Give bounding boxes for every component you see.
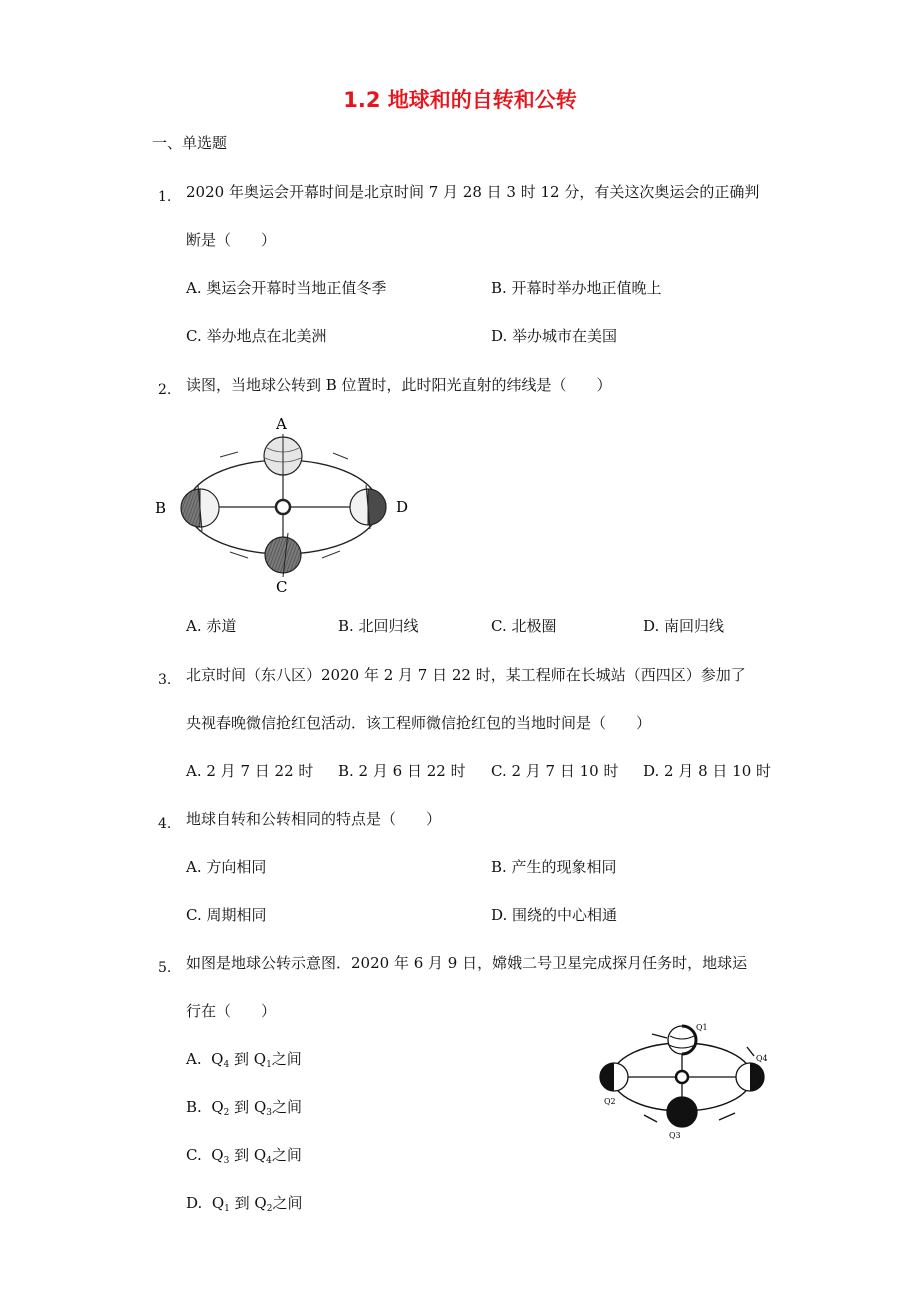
diagram-label-b: B (155, 499, 167, 517)
orbit-arrow-icon (644, 1115, 657, 1122)
earth-icon-d (350, 485, 386, 529)
option-suffix: 之间 (271, 1050, 302, 1068)
earth-icon-q3 (667, 1097, 697, 1127)
diagram-label-q1: Q1 (696, 1023, 708, 1032)
question-3-stem-cont: 央视春晚微信抢红包活动．该工程师微信抢红包的当地时间是（ ） (186, 714, 652, 732)
question-5-stem-cont: 行在（ ） (186, 1002, 277, 1020)
earth-icon-q2 (600, 1063, 628, 1091)
option-suffix: 之间 (271, 1146, 302, 1164)
question-3-option-a[interactable]: A. 2 月 7 日 22 时 (186, 762, 314, 780)
option-q: Q (253, 1050, 267, 1068)
option-connector: 到 (229, 1194, 255, 1212)
option-subscript: 4 (266, 1156, 272, 1166)
option-q: Q (211, 1194, 225, 1212)
page-title: 1.2 地球和的自转和公转 (343, 88, 577, 112)
question-2-stem: 读图，当地球公转到 B 位置时，此时阳光直射的纬线是（ ） (186, 376, 612, 394)
option-connector: 到 (229, 1146, 254, 1164)
earth-icon-q1 (668, 1026, 696, 1054)
orbit-arrow-icon (333, 453, 348, 459)
orbit-arrow-icon (220, 452, 238, 457)
earth-icon-b (181, 485, 219, 531)
question-3-option-c[interactable]: C. 2 月 7 日 10 时 (491, 762, 619, 780)
option-q: Q (253, 1098, 267, 1116)
option-letter: A. (186, 1050, 202, 1068)
section-heading: 一、单选题 (152, 134, 228, 152)
option-subscript: 2 (266, 1204, 273, 1214)
diagram-label-c: C (276, 578, 288, 596)
option-suffix: 之间 (271, 1098, 302, 1116)
option-letter: C. (186, 1146, 202, 1164)
option-subscript: 4 (223, 1060, 230, 1070)
orbit-arrow-icon (322, 551, 340, 558)
question-5-stem: 如图是地球公转示意图．2020 年 6 月 9 日，嫦娥二号卫星完成探月任务时，地球运 (186, 954, 748, 972)
option-subscript: 3 (223, 1156, 230, 1166)
sun-icon (276, 500, 290, 514)
earth-icon-c (265, 533, 301, 577)
question-5-option-d[interactable] (186, 1193, 302, 1219)
question-1-number: 1. (158, 189, 172, 205)
question-4-stem: 地球自转和公转相同的特点是（ ） (186, 810, 442, 828)
option-letter: B. (186, 1098, 202, 1116)
orbit-arrow-icon (230, 552, 248, 558)
option-connector: 到 (229, 1050, 254, 1068)
earth-icon-q4 (736, 1063, 764, 1091)
earth-orbit-diagram (150, 412, 420, 598)
question-5-option-b[interactable] (186, 1097, 302, 1123)
option-subscript: 3 (266, 1108, 272, 1118)
diagram-label-q3: Q3 (669, 1131, 681, 1140)
question-2-option-a[interactable]: A. 赤道 (186, 617, 237, 635)
question-1-option-d[interactable]: D. 举办城市在美国 (491, 327, 618, 345)
diagram-label-q2: Q2 (604, 1097, 616, 1106)
option-q: Q (253, 1146, 267, 1164)
question-1-stem-cont: 断是（ ） (186, 231, 277, 249)
question-5-option-a[interactable] (186, 1049, 302, 1075)
orbit-arrow-icon (747, 1047, 754, 1056)
option-suffix: 之间 (272, 1194, 303, 1212)
question-4-option-c[interactable]: C. 周期相同 (186, 906, 267, 924)
orbit-arrow-icon (719, 1113, 735, 1120)
orbit-arrow-icon (652, 1034, 667, 1038)
question-3-option-d[interactable]: D. 2 月 8 日 10 时 (643, 762, 772, 780)
question-3-option-b[interactable]: B. 2 月 6 日 22 时 (338, 762, 466, 780)
question-4-number: 4. (158, 816, 172, 832)
option-connector: 到 (229, 1098, 254, 1116)
diagram-label-d: D (396, 498, 409, 516)
diagram-label-q4: Q4 (756, 1054, 768, 1063)
question-1-option-b[interactable]: B. 开幕时举办地正值晚上 (491, 279, 662, 297)
option-q: Q (254, 1194, 267, 1212)
option-subscript: 1 (224, 1204, 230, 1214)
question-3-number: 3. (158, 672, 172, 688)
option-subscript: 1 (266, 1060, 272, 1070)
question-4-option-b[interactable]: B. 产生的现象相同 (491, 858, 617, 876)
question-2-option-c[interactable]: C. 北极圈 (491, 617, 557, 635)
question-4-option-d[interactable]: D. 围绕的中心相通 (491, 906, 618, 924)
question-5-number: 5. (158, 960, 172, 976)
option-q: Q (211, 1146, 224, 1164)
diagram-label-a: A (276, 415, 287, 433)
earth-icon-a (264, 434, 302, 478)
option-q: Q (211, 1050, 224, 1068)
option-letter: D. (186, 1194, 203, 1212)
option-q: Q (211, 1098, 224, 1116)
question-2-number: 2. (158, 382, 172, 398)
earth-revolution-diagram (592, 1014, 778, 1144)
question-1-stem: 2020 年奥运会开幕时间是北京时间 7 月 28 日 3 时 12 分，有关这次奥运会的正确判 (186, 183, 760, 201)
option-subscript: 2 (223, 1108, 230, 1118)
question-1-option-a[interactable]: A. 奥运会开幕时当地正值冬季 (186, 279, 387, 297)
sun-icon (676, 1071, 688, 1083)
question-1-option-c[interactable]: C. 举办地点在北美洲 (186, 327, 327, 345)
question-2-option-d[interactable]: D. 南回归线 (643, 617, 725, 635)
question-5-option-c[interactable] (186, 1145, 302, 1171)
question-2-option-b[interactable]: B. 北回归线 (338, 617, 419, 635)
question-3-stem: 北京时间（东八区）2020 年 2 月 7 日 22 时，某工程师在长城站（西四区）参加了 (186, 666, 746, 684)
question-4-option-a[interactable]: A. 方向相同 (186, 858, 267, 876)
